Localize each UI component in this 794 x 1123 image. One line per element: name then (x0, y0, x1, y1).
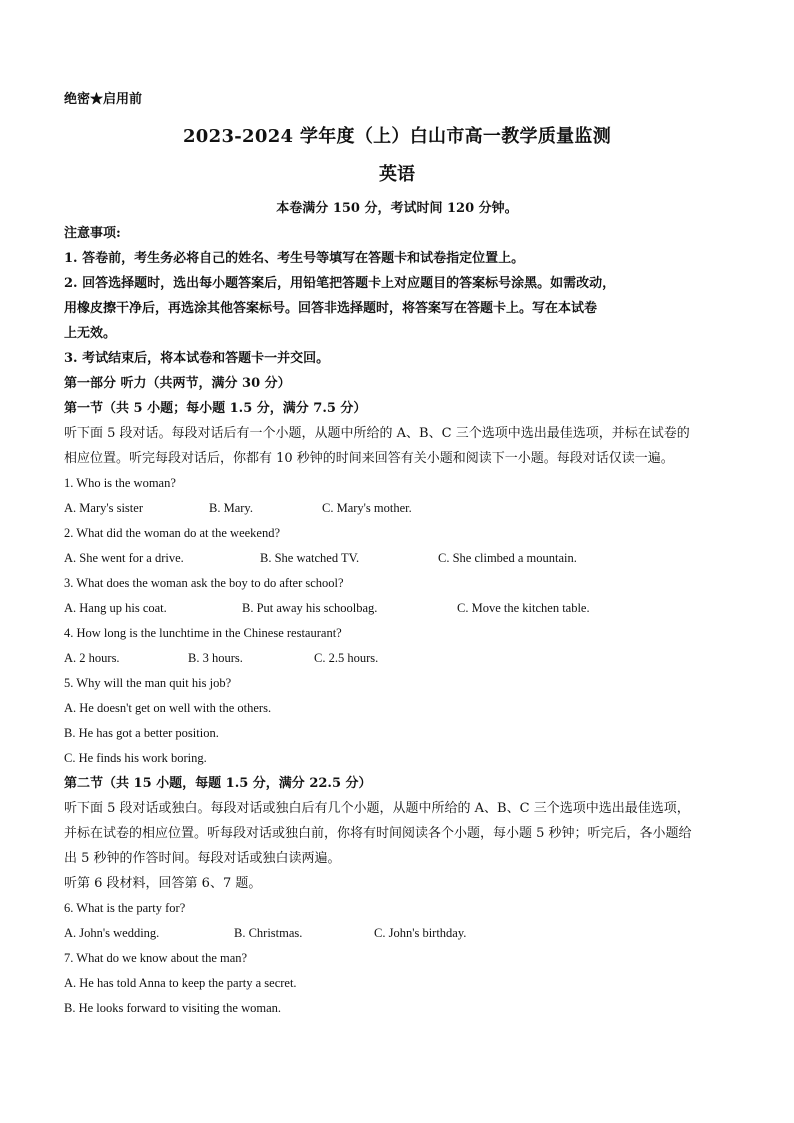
note-line: 1. 答卷前，考生务必将自己的姓名、考生号等填写在答题卡和试卷指定位置上。 (64, 251, 525, 266)
option-c: C. She climbed a mountain. (438, 551, 577, 565)
option-c: C. Move the kitchen table. (457, 601, 590, 615)
note-line: 用橡皮擦干净后，再选涂其他答案标号。回答非选择题时，将答案写在答题卡上。写在本试卷 (64, 301, 598, 316)
exam-title: 2023-2024 学年度（上）白山市高一教学质量监测 (182, 126, 612, 147)
option-a: A. John's wedding. (64, 926, 160, 940)
options-row (64, 496, 732, 521)
confidential-label: 绝密★启用前 (64, 92, 143, 107)
options-row (64, 921, 732, 946)
option-b: B. Christmas. (234, 926, 303, 940)
question-text: 6. What is the party for? (64, 901, 186, 915)
section1-instruction: 相应位置。听完每段对话后，你都有 10 秒钟的时间来回答有关小题和阅读下一小题。每段对话仅读一遍。 (64, 451, 674, 466)
options-row (64, 596, 732, 621)
option-c: C. 2.5 hours. (314, 651, 379, 665)
section2-heading: 第二节（共 15 小题，每题 1.5 分，满分 22.5 分） (64, 776, 372, 791)
option-b: B. Put away his schoolbag. (242, 601, 378, 615)
option-b: B. He looks forward to visiting the woman. (64, 1001, 281, 1015)
section1-instruction: 听下面 5 段对话。每段对话后有一个小题，从题中所给的 A、B、C 三个选项中选出最佳选项，并标在试卷的 (64, 426, 690, 441)
note-line: 2. 回答选择题时，选出每小题答案后，用铅笔把答题卡上对应题目的答案标号涂黑。如需改动， (64, 276, 616, 291)
note-line: 上无效。 (64, 326, 117, 341)
option-b: B. He has got a better position. (64, 726, 219, 740)
option-a: A. He doesn't get on well with the others. (64, 701, 272, 715)
question-text: 3. What does the woman ask the boy to do after school? (64, 576, 344, 590)
option-a: A. 2 hours. (64, 651, 120, 665)
option-a: A. Mary's sister (64, 501, 143, 515)
options-row (64, 646, 732, 671)
option-b: B. She watched TV. (260, 551, 360, 565)
section2-instruction: 听下面 5 段对话或独白。每段对话或独白后有几个小题，从题中所给的 A、B、C 三个选项中选出最佳选项， (64, 801, 690, 816)
option-c: C. Mary's mother. (322, 501, 412, 515)
option-a: A. Hang up his coat. (64, 601, 167, 615)
question-text: 4. How long is the lunchtime in the Chinese restaurant? (64, 626, 342, 640)
option-b: B. 3 hours. (188, 651, 243, 665)
option-a: A. He has told Anna to keep the party a secret. (64, 976, 297, 990)
part1-heading: 第一部分 听力（共两节，满分 30 分） (64, 376, 291, 391)
section1-heading: 第一节（共 5 小题；每小题 1.5 分，满分 7.5 分） (64, 401, 367, 416)
subject-title: 英语 (379, 164, 415, 185)
question-text: 2. What did the woman do at the weekend? (64, 526, 281, 540)
score-time-note: 本卷满分 150 分，考试时间 120 分钟。 (276, 201, 518, 216)
option-c: C. John's birthday. (374, 926, 467, 940)
exam-content (64, 221, 732, 1021)
section2-instruction: 并标在试卷的相应位置。听每段对话或独白前，你将有时间阅读各个小题，每小题 5 秒钟；听完后，各小题给 (64, 826, 692, 841)
question-text: 1. Who is the woman? (64, 476, 176, 490)
note-line: 3. 考试结束后，将本试卷和答题卡一并交回。 (64, 351, 330, 366)
question-text: 7. What do we know about the man? (64, 951, 248, 965)
section2-instruction: 出 5 秒钟的作答时间。每段对话或独白读两遍。 (64, 851, 341, 866)
option-a: A. She went for a drive. (64, 551, 184, 565)
question-text: 5. Why will the man quit his job? (64, 676, 232, 690)
options-row (64, 546, 732, 571)
notes-heading: 注意事项: (64, 226, 121, 241)
option-b: B. Mary. (209, 501, 253, 515)
option-c: C. He finds his work boring. (64, 751, 207, 765)
material-note: 听第 6 段材料，回答第 6、7 题。 (64, 876, 262, 891)
